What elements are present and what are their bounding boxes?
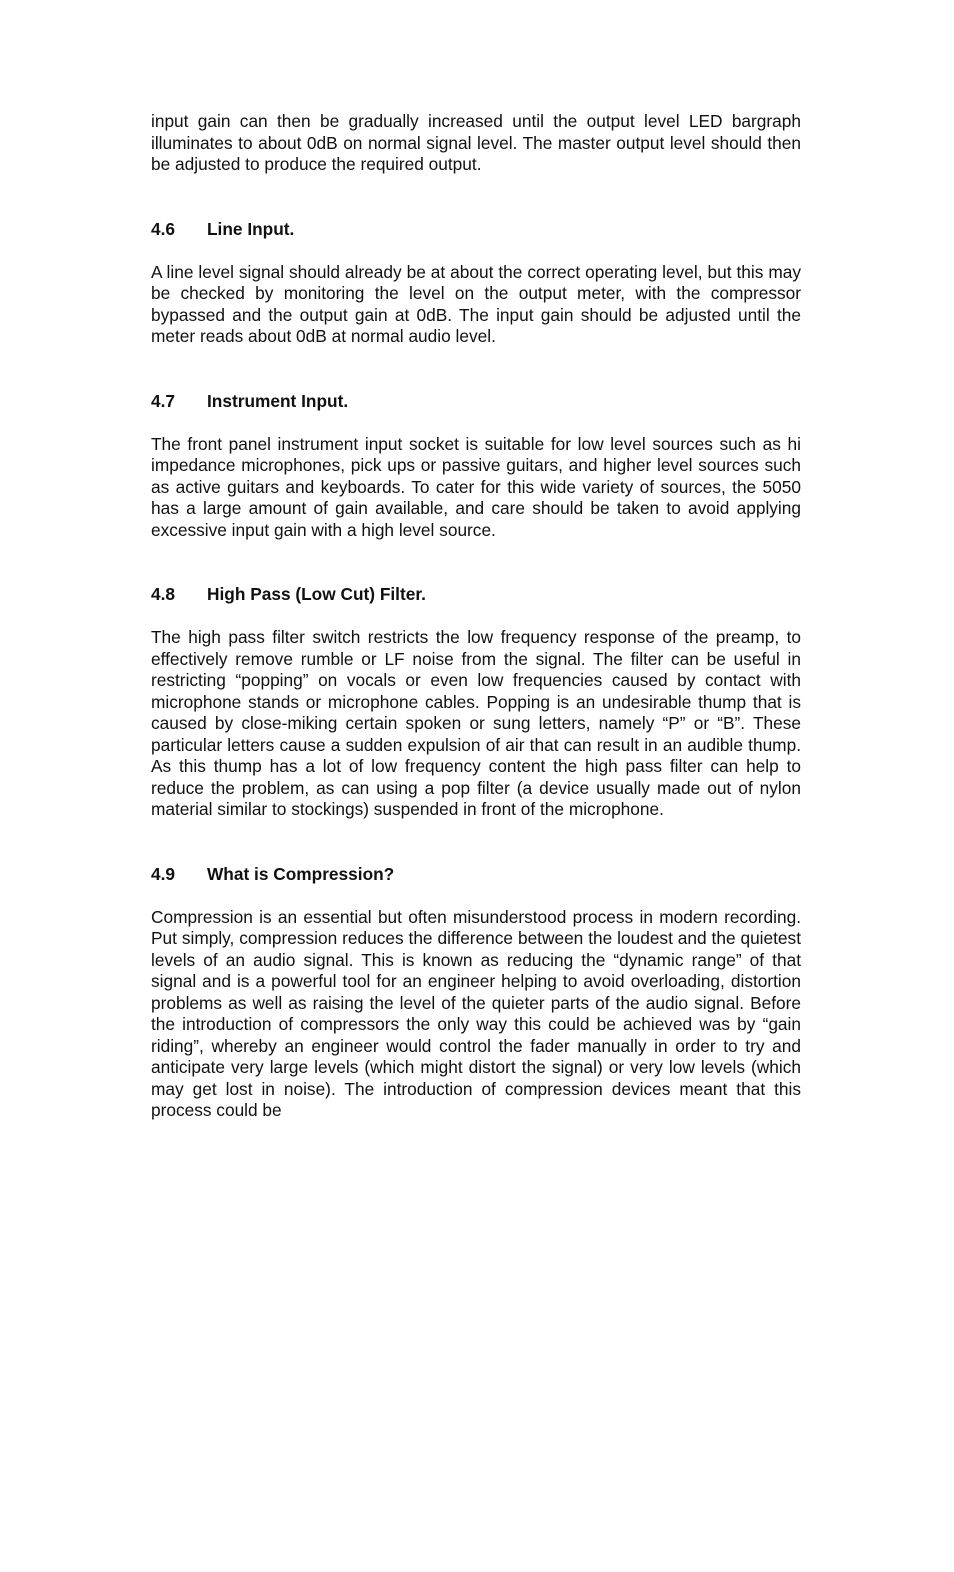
section-heading-4-9 xyxy=(151,864,801,886)
section-title: Line Input. xyxy=(207,218,295,239)
section-body-4-6: A line level signal should already be at about the correct operating level, but this may be checked by monitoring the level on the output meter, with the compressor bypassed and the output gain at 0dB. The input gain should be adjusted until the meter reads about 0dB at normal audio level. xyxy=(151,261,801,346)
spacer xyxy=(151,412,801,434)
spacer xyxy=(151,176,801,219)
section-title: What is Compression? xyxy=(207,863,395,884)
section-body-4-7: The front panel instrument input socket is suitable for low level sources such as hi impedance microphones, pick ups or passive guitars, and higher level sources such as active guitars and keyboards. To cater for this wide variety of sources, the 5050 has a large amount of gain available, and care should be taken to avoid applying excessive input gain with a high level source. xyxy=(151,433,801,540)
spacer xyxy=(151,541,801,584)
section-heading-4-8 xyxy=(151,584,801,606)
section-number: 4.8 xyxy=(151,584,176,604)
spacer xyxy=(151,821,801,864)
section-body-4-9: Compression is an essential but often misunderstood process in modern recording. Put simply, compression reduces the difference between the loudest and the quietest levels of an audio signal. This is known as reducing the “dynamic range” of that signal and is a powerful tool for an engineer helping to avoid overloading, distortion problems as well as raising the level of the quieter parts of the audio signal. Before the introduction of compressors the only way this could be achieved was by “gain riding”, whereby an engineer would control the fader manually in order to try and anticipate very large levels (which might distort the signal) or very low levels (which may get lost in noise). The introduction of compression devices meant that this process could be xyxy=(151,906,801,1120)
section-title: High Pass (Low Cut) Filter. xyxy=(207,584,426,604)
spacer xyxy=(151,240,801,262)
section-heading-4-6 xyxy=(151,219,801,241)
spacer xyxy=(151,606,801,628)
section-number: 4.9 xyxy=(151,863,176,884)
intro-paragraph: input gain can then be gradually increased until the output level LED bargraph illuminates to about 0dB on normal signal level. The master output level should then be adjusted to produce the required output. xyxy=(151,111,801,174)
document-page xyxy=(151,111,801,1122)
section-number: 4.6 xyxy=(151,218,176,239)
section-title: Instrument Input. xyxy=(207,390,349,411)
spacer xyxy=(151,885,801,907)
section-number: 4.7 xyxy=(151,390,176,411)
section-heading-4-7 xyxy=(151,391,801,413)
section-body-4-8: The high pass filter switch restricts the low frequency response of the preamp, to effectively remove rumble or LF noise from the signal. The filter can be useful in restricting “popping” on vocals or even low frequencies caused by contact with microphone stands or microphone cables. Popping is an undesirable thump that is caused by close-miking certain spoken or sung letters, namely “P” or “B”. These particular letters cause a sudden expulsion of air that can result in an audible thump. As this thump has a lot of low frequency content the high pass filter can help to reduce the problem, as can using a pop filter (a device usually made out of nylon material similar to stockings) suspended in front of the microphone. xyxy=(151,627,801,819)
spacer xyxy=(151,348,801,391)
